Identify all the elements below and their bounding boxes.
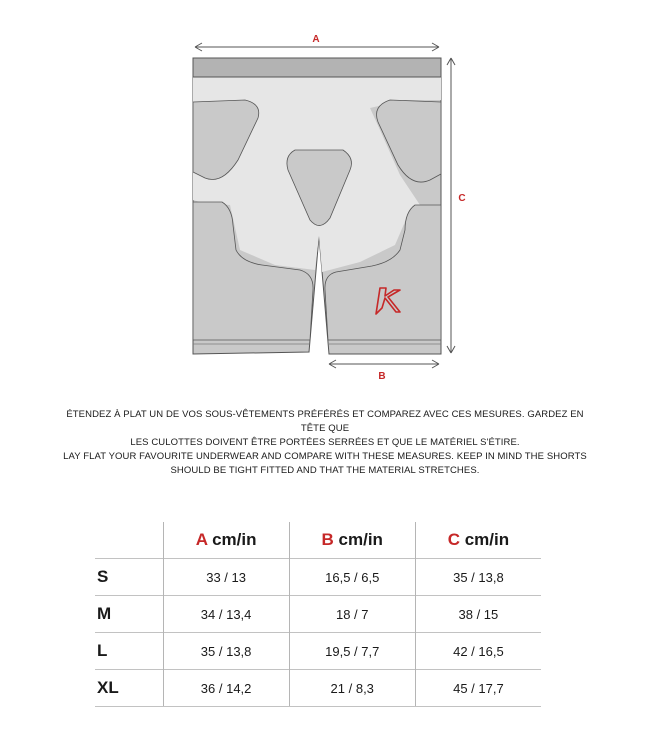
value-b: 16,5 / 6,5: [289, 559, 415, 596]
column-header-a-unit: cm/in: [207, 530, 257, 549]
value-a: 33 / 13: [163, 559, 289, 596]
size-table-header-row: [95, 522, 541, 559]
size-chart-table: [95, 522, 541, 707]
table-row-s: [95, 559, 541, 596]
instructions-english: [60, 450, 590, 478]
dimension-b: [329, 360, 439, 382]
waistband: [193, 58, 441, 77]
value-b: 18 / 7: [289, 596, 415, 633]
value-a: 34 / 13,4: [163, 596, 289, 633]
instructions-french: [60, 408, 590, 450]
column-header-c-unit: cm/in: [459, 530, 510, 549]
column-header-b: [289, 522, 415, 559]
table-row-xl: [95, 670, 541, 707]
instructions-english-line-2: SHOULD BE TIGHT FITTED AND THAT THE MATERIAL STRETCHES.: [170, 465, 480, 476]
column-header-a-letter: A: [195, 530, 208, 549]
dimension-a: [195, 34, 439, 51]
dimension-c: [447, 58, 466, 353]
instructions-french-line-1: ÉTENDEZ À PLAT UN DE VOS SOUS-VÊTEMENTS PRÉFÉRÉS ET COMPAREZ AVEC CES MESURES. GARDEZ EN TÊTE QUE: [66, 409, 584, 434]
value-c: 42 / 16,5: [415, 633, 541, 670]
table-row-l: [95, 633, 541, 670]
column-header-c-letter: C: [447, 530, 460, 549]
size-label: L: [95, 633, 163, 670]
column-header-a: [163, 522, 289, 559]
size-column-header: [95, 522, 163, 559]
value-c: 38 / 15: [415, 596, 541, 633]
value-c: 45 / 17,7: [415, 670, 541, 707]
value-a: 36 / 14,2: [163, 670, 289, 707]
value-a: 35 / 13,8: [163, 633, 289, 670]
instructions-french-line-2: LES CULOTTES DOIVENT ÊTRE PORTÉES SERRÉES ET QUE LE MATÉRIEL S'ÉTIRE.: [130, 437, 520, 448]
column-header-b-letter: B: [321, 530, 334, 549]
column-header-b-unit: cm/in: [333, 530, 383, 549]
value-b: 19,5 / 7,7: [289, 633, 415, 670]
dimension-c-label: C: [458, 193, 466, 204]
dimension-b-label: B: [378, 371, 386, 382]
column-header-c: [415, 522, 541, 559]
instructions-english-line-1: LAY FLAT YOUR FAVOURITE UNDERWEAR AND COMPARE WITH THESE MEASURES. KEEP IN MIND THE SHORTS: [63, 451, 587, 462]
size-label: XL: [95, 670, 163, 707]
value-b: 21 / 8,3: [289, 670, 415, 707]
size-label: M: [95, 596, 163, 633]
size-label: S: [95, 559, 163, 596]
table-row-m: [95, 596, 541, 633]
value-c: 35 / 13,8: [415, 559, 541, 596]
dimension-a-label: A: [312, 34, 320, 45]
